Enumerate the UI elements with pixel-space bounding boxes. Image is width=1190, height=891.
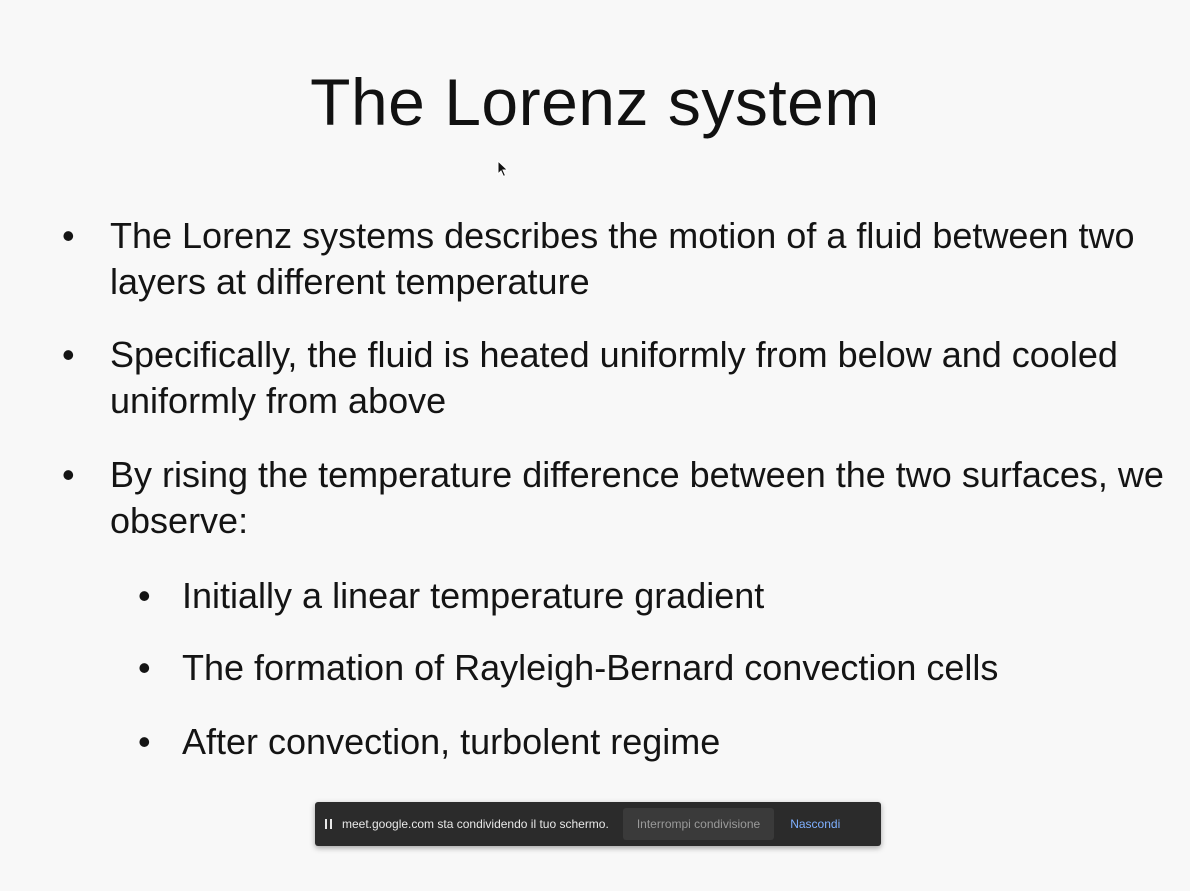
share-message: meet.google.com sta condividendo il tuo schermo.: [342, 817, 609, 831]
bullet-marker: •: [138, 647, 151, 688]
bullet-marker: •: [62, 334, 75, 375]
stop-sharing-button[interactable]: Interrompi condivisione: [623, 808, 774, 840]
bullet-text: By rising the temperature difference between the two surfaces, we observe:: [110, 454, 1164, 541]
bullet-text: Specifically, the fluid is heated uniformly from below and cooled uniformly from above: [110, 334, 1118, 421]
bullet-text: The Lorenz systems describes the motion of a fluid between two layers at different temperature: [110, 215, 1135, 302]
hide-button[interactable]: Nascondi: [784, 817, 846, 831]
mouse-cursor-icon: [497, 160, 509, 178]
sub-bullet-text: The formation of Rayleigh-Bernard convection cells: [182, 647, 999, 688]
sub-bullet-text: After convection, turbolent regime: [182, 721, 721, 762]
bullet-marker: •: [62, 454, 75, 495]
slide-title: The Lorenz system: [310, 65, 880, 139]
bullet-marker: •: [138, 575, 151, 616]
sub-bullet-text: Initially a linear temperature gradient: [182, 575, 765, 616]
screen-share-notification-bar: [315, 802, 881, 846]
bullet-marker: •: [62, 215, 75, 256]
bullet-marker: •: [138, 721, 151, 762]
pause-icon[interactable]: [325, 819, 333, 829]
